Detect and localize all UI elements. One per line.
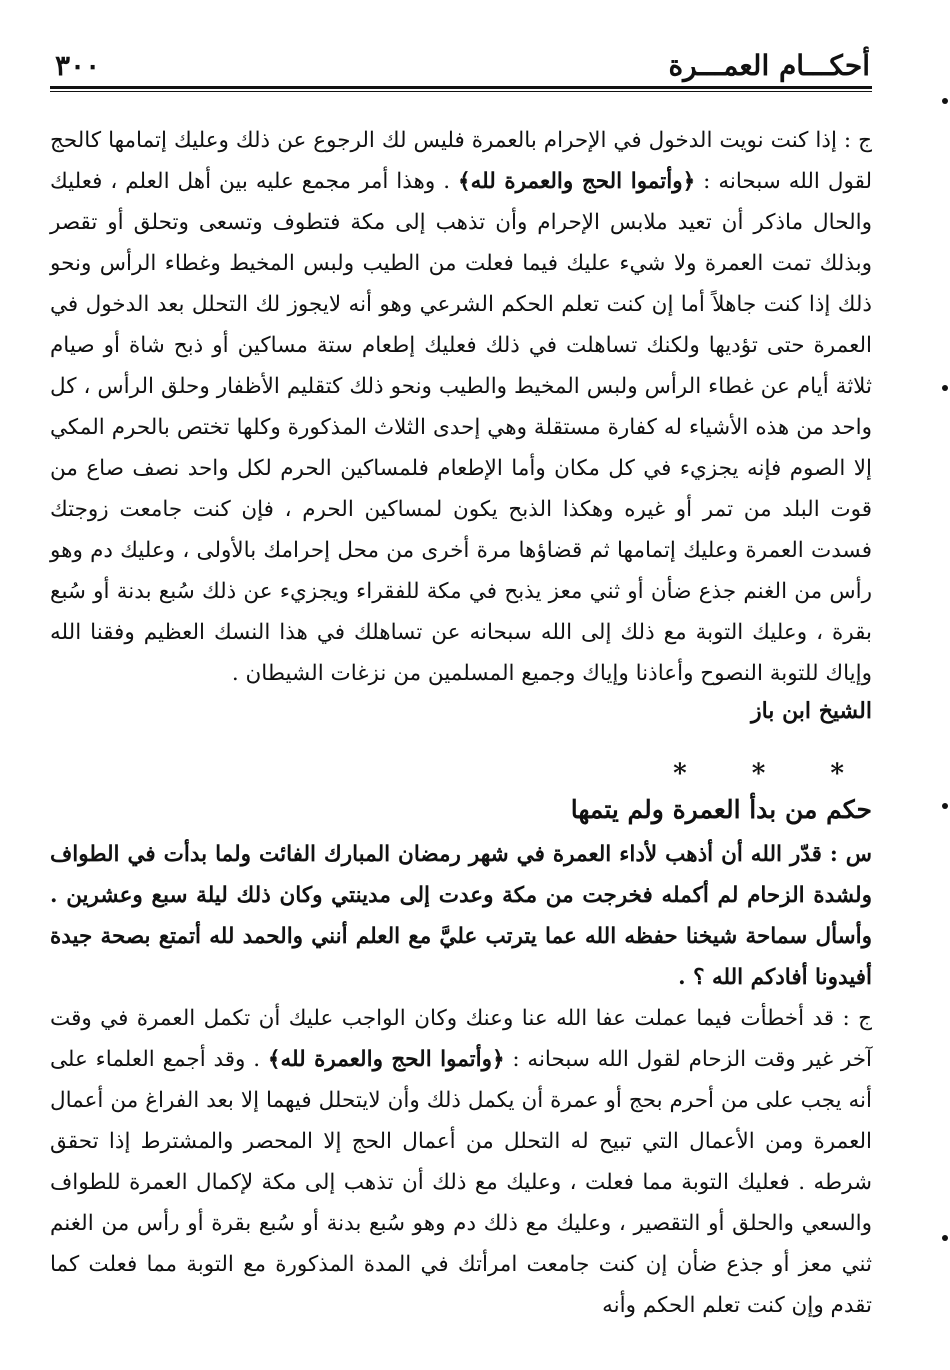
signature: الشيخ ابن باز	[750, 698, 872, 724]
answer-paragraph-2	[50, 998, 872, 1326]
answer1-part1: ج : إذا كنت نويت الدخول في الإحرام بالعمرة فليس لك الرجوع عن ذلك وعليك إتمامها كالحج لقول الله سبحانه :	[50, 128, 872, 194]
page-header	[55, 42, 870, 82]
running-title: أحكـــام العمـــرة	[668, 49, 870, 82]
answer-paragraph-1	[50, 120, 872, 694]
answer2-part2: . وقد أجمع العلماء على أنه يجب على من أحرم بحج أو عمرة أن يكمل ذلك وأن لايتحلل فيهما إلا بعد الفراغ من أعمال العمرة ومن الأعمال التي تبيح له التحلل من أعمال الحج إلا المحصر والمشترط إذا تحقق شرطه . فعليك التوبة مما فعلت ، وعليك مع ذلك أن تذهب إلى مكة لإكمال العمرة للطواف والسعي والحلق أو التقصير ، وعليك مع ذلك دم وهو سُبع بدنة أو سُبع بقرة أو رأس من الغنم ثني معز أو جذع ضأن إن كنت جامعت امرأتك في المدة المذكورة مع التوبة مما فعلت كما تقدم وإن كنت تعلم الحكم وأنه	[50, 1047, 872, 1318]
section-title: حكم من بدأ العمرة ولم يتمها	[570, 795, 872, 824]
scan-edge-mark	[942, 803, 948, 809]
quran-verse-2: ﴿وأتموا الحج والعمرة لله﴾	[267, 1047, 505, 1072]
scan-edge-mark	[942, 385, 948, 391]
answer2-part1: ج : قد أخطأت فيما عملت عفا الله عنا وعنك وكان الواجب عليك أن تكمل العمرة في وقت آخر غير وقت الزحام لقول الله سبحانه :	[50, 1006, 872, 1072]
question-section	[50, 745, 872, 1326]
answer-section-1	[50, 120, 872, 724]
header-rule	[50, 86, 872, 92]
page-number: ٣٠٠	[55, 49, 101, 82]
answer1-part2: . وهذا أمر مجمع عليه بين أهل العلم ، فعليك والحال ماذكر أن تعيد ملابس الإحرام وأن تذهب إلى مكة فتطوف وتسعى وتحلق أو تقصر وبذلك تمت العمرة ولا شيء عليك فيما فعلت من الطيب ولبس المخيط وغطاء الرأس ونحو ذلك إذا كنت جاهلاً أما إن كنت تعلم الحكم الشرعي وهو أنه لايجوز لك التحلل بعد الدخول في العمرة حتى تؤديها ولكنك تساهلت في ذلك فعليك إطعام ستة مساكين أو ذبح شاة أو صيام ثلاثة أيام عن غطاء الرأس ولبس المخيط والطيب ونحو ذلك كتقليم الأظفار وحلق الرأس ، كل واحد من هذه الأشياء له كفارة مستقلة وهي إحدى الثلاث المذكورة وكلها تختص بالحرم المكي إلا الصوم فإنه يجزيء في كل مكان وأما الإطعام فلمساكين الحرم لكل واحد نصف صاع من قوت البلد من تمر أو غيره وهكذا الذبح يكون لمساكين الحرم ، فإن كنت جامعت زوجتك فسدت العمرة وعليك إتمامها ثم قضاؤها مرة أخرى من محل إحرامك بالأولى ، وعليك دم وهو رأس من الغنم جذع ضأن أو ثني معز يذبح في مكة للفقراء ويجزيء عن ذلك سُبع بدنة أو سُبع بقرة ، وعليك التوبة مع ذلك إلى الله سبحانه عن تساهلك في هذا النسك العظيم وفقنا الله وإياك للتوبة النصوح وأعاذنا وإياك وجميع المسلمين من نزغات الشيطان .	[50, 169, 872, 686]
quran-verse-1: ﴿وأتموا الحج والعمرة لله﴾	[458, 169, 696, 194]
scan-edge-mark	[942, 1235, 948, 1241]
question-paragraph: س : قدّر الله أن أذهب لأداء العمرة في شهر رمضان المبارك الفائت ولما بدأت في الطواف ولشدة الزحام لم أكمله فخرجت من مكة وعدت إلى مدينتي وكان ذلك ليلة سبع وعشرين . وأسأل سماحة شيخنا حفظه الله عما يترتب عليَّ مع العلم أنني والحمد لله أتمتع بصحة جيدة أفيدونا أفادكم الله ؟ .	[50, 842, 872, 990]
separator-stars: * * *	[673, 759, 872, 789]
scan-edge-mark	[942, 98, 948, 104]
